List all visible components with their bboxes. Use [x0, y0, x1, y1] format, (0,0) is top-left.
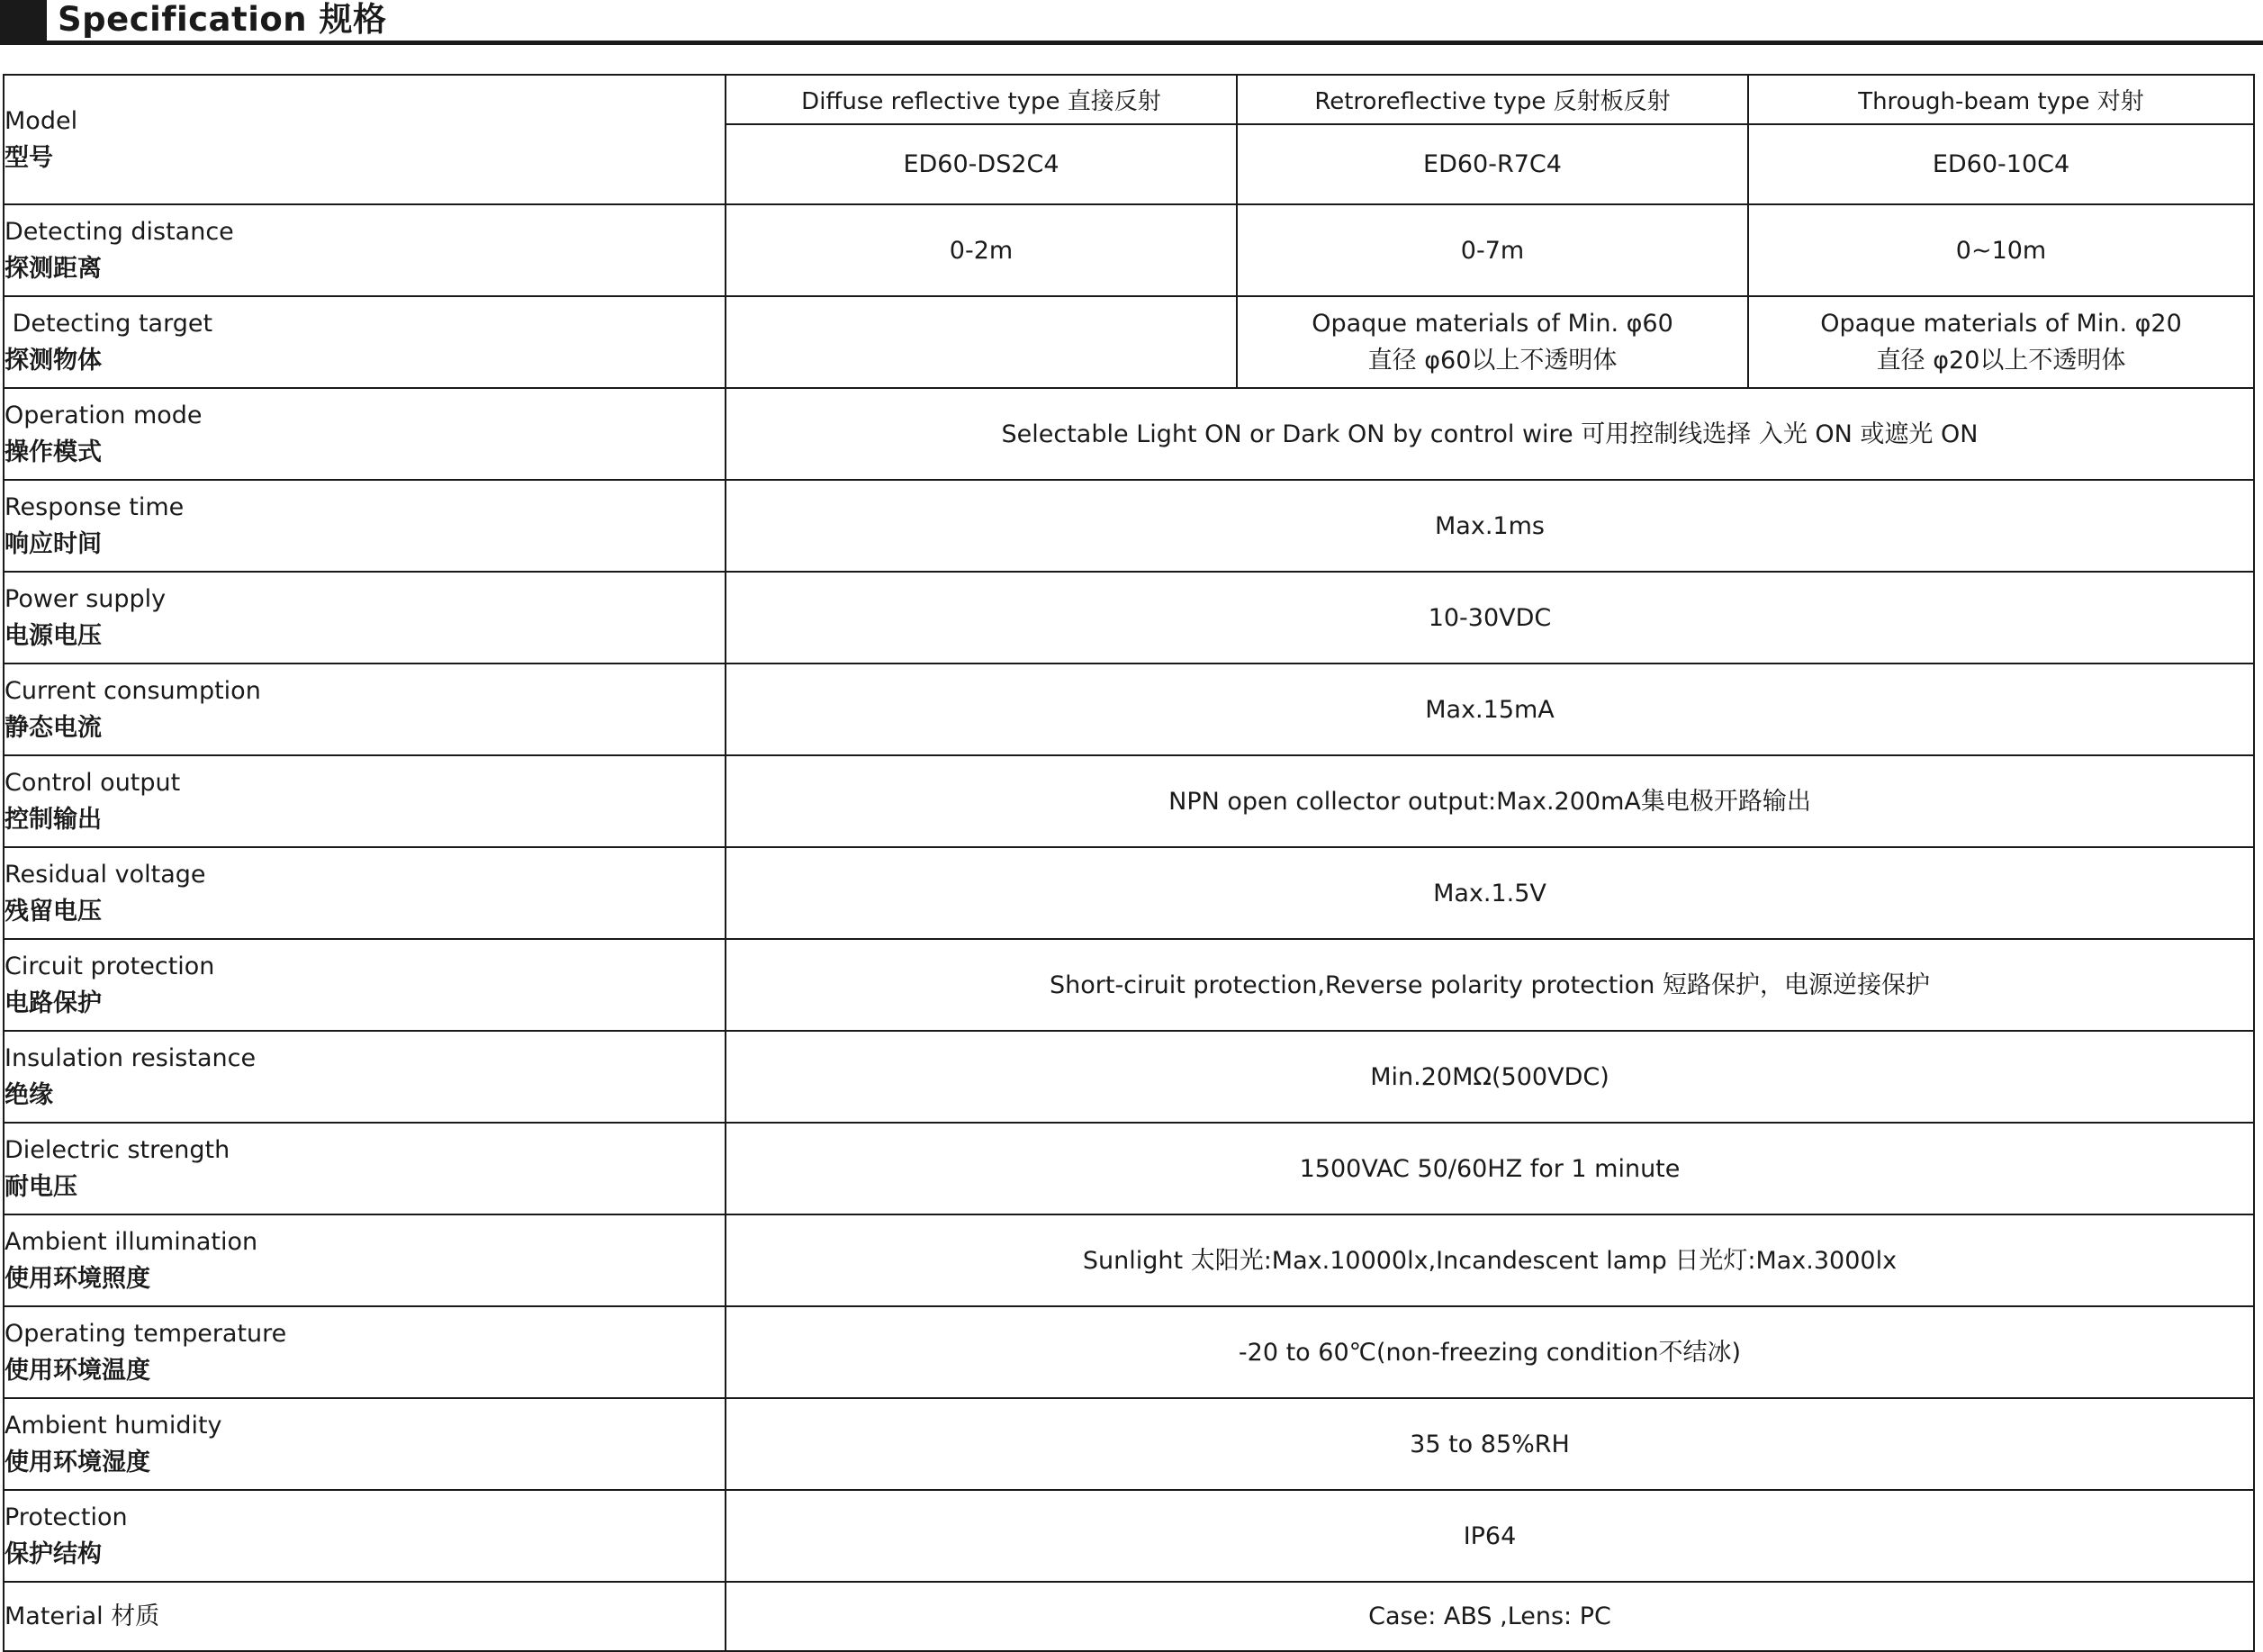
- cell-line: 直径 φ20以上不透明体: [1876, 347, 2126, 375]
- table-cell: -20 to 60℃(non-freezing condition不结冰): [726, 1306, 2254, 1398]
- section-header: [0, 0, 2263, 45]
- column-header-through-beam: Through-beam type 对射: [1748, 75, 2254, 124]
- row-label: [4, 1306, 726, 1398]
- table-row: [4, 755, 2254, 847]
- row-label-en: Response time: [5, 493, 185, 521]
- page-title: Specification 规格: [58, 0, 387, 39]
- row-label-zh: 绝缘: [5, 1081, 53, 1109]
- table-cell: [1237, 296, 1748, 388]
- row-label-zh: 探测物体: [5, 347, 102, 375]
- row-label-zh: 保护结构: [5, 1540, 102, 1568]
- specification-table: [3, 74, 2255, 1652]
- row-label-en: Power supply: [5, 585, 167, 613]
- table-row: [4, 480, 2254, 572]
- table-row: [4, 1490, 2254, 1582]
- table-cell: Short-ciruit protection,Reverse polarity protection 短路保护，电源逆接保护: [726, 939, 2254, 1031]
- row-label-model: [4, 75, 726, 204]
- table-row: [4, 572, 2254, 664]
- row-label: [4, 1490, 726, 1582]
- table-cell: IP64: [726, 1490, 2254, 1582]
- row-label-zh: 响应时间: [5, 530, 102, 558]
- table-cell: Max.15mA: [726, 664, 2254, 755]
- table-cell: NPN open collector output:Max.200mA集电极开路输出: [726, 755, 2254, 847]
- row-label: [4, 1582, 726, 1651]
- table-row: [4, 1031, 2254, 1123]
- table-row: [4, 1398, 2254, 1490]
- row-label-en: Operation mode: [5, 402, 203, 429]
- row-label-en: Insulation resistance: [5, 1044, 257, 1072]
- row-label-en: Dielectric strength: [5, 1136, 230, 1164]
- model-number-retroreflective: ED60-R7C4: [1237, 124, 1748, 204]
- table-cell: Case: ABS ,Lens: PC: [726, 1582, 2254, 1651]
- row-label-en: Current consumption: [5, 677, 261, 705]
- table-cell: [1748, 296, 2254, 388]
- cell-line: Opaque materials of Min. φ20: [1820, 310, 2182, 338]
- model-number-diffuse: ED60-DS2C4: [726, 124, 1237, 204]
- model-number-through-beam: ED60-10C4: [1748, 124, 2254, 204]
- row-label-en: Residual voltage: [5, 861, 206, 889]
- row-label-zh: 使用环境温度: [5, 1357, 150, 1385]
- row-label-zh: 使用环境湿度: [5, 1449, 150, 1476]
- table-cell: Min.20MΩ(500VDC): [726, 1031, 2254, 1123]
- table-row: [4, 296, 2254, 388]
- row-label: [4, 296, 726, 388]
- row-label: [4, 388, 726, 480]
- table-row: [4, 1306, 2254, 1398]
- row-label-zh: 使用环境照度: [5, 1265, 150, 1293]
- row-label-zh: 静态电流: [5, 714, 102, 742]
- column-header-retroreflective: Retroreflective type 反射板反射: [1237, 75, 1748, 124]
- row-label-zh: 电源电压: [5, 622, 102, 650]
- row-label-en: Protection: [5, 1503, 128, 1531]
- row-label: [4, 755, 726, 847]
- row-label-en: Model: [5, 107, 78, 135]
- row-label-en: Ambient illumination: [5, 1228, 258, 1256]
- table-cell: 10-30VDC: [726, 572, 2254, 664]
- table-row: [4, 847, 2254, 939]
- table-cell: 0-2m: [726, 204, 1237, 296]
- row-label-zh: 型号: [5, 144, 53, 172]
- row-label-zh: 操作模式: [5, 438, 102, 466]
- table-cell: Max.1ms: [726, 480, 2254, 572]
- row-label-zh: 耐电压: [5, 1173, 77, 1201]
- table-row: [4, 1582, 2254, 1651]
- row-label: [4, 1398, 726, 1490]
- table-row: [4, 664, 2254, 755]
- table-cell: Sunlight 太阳光:Max.10000lx,Incandescent lamp 日光灯:Max.3000lx: [726, 1214, 2254, 1306]
- table-row: [4, 204, 2254, 296]
- column-header-diffuse: Diffuse reflective type 直接反射: [726, 75, 1237, 124]
- row-label: [4, 847, 726, 939]
- row-label-en: Detecting target: [5, 310, 213, 338]
- row-label: [4, 480, 726, 572]
- table-row: [4, 939, 2254, 1031]
- table-row: [4, 1214, 2254, 1306]
- row-label-en: Control output: [5, 769, 181, 797]
- row-label-zh: 电路保护: [5, 989, 102, 1017]
- header-rule: [0, 41, 2263, 45]
- row-label-en: Detecting distance: [5, 218, 234, 246]
- row-label-zh: 控制输出: [5, 806, 102, 834]
- table-row: [4, 388, 2254, 480]
- cell-line: 直径 φ60以上不透明体: [1367, 347, 1618, 375]
- row-label-en: Ambient humidity: [5, 1412, 222, 1440]
- table-cell: 0-7m: [1237, 204, 1748, 296]
- row-label: [4, 664, 726, 755]
- row-label-en: Operating temperature: [5, 1320, 287, 1348]
- row-label: [4, 1214, 726, 1306]
- row-label-en: Circuit protection: [5, 952, 215, 980]
- cell-line: Opaque materials of Min. φ60: [1312, 310, 1673, 338]
- row-label: [4, 572, 726, 664]
- row-label: [4, 939, 726, 1031]
- header-marker-block: [0, 0, 47, 43]
- row-label-en: Material 材质: [5, 1602, 160, 1630]
- row-label: [4, 204, 726, 296]
- row-label: [4, 1123, 726, 1214]
- table-row: [4, 1123, 2254, 1214]
- row-label-zh: 探测距离: [5, 255, 102, 283]
- table-cell: 35 to 85%RH: [726, 1398, 2254, 1490]
- table-row: [4, 75, 2254, 124]
- table-cell: Selectable Light ON or Dark ON by control wire 可用控制线选择 入光 ON 或遮光 ON: [726, 388, 2254, 480]
- table-cell: 1500VAC 50/60HZ for 1 minute: [726, 1123, 2254, 1214]
- row-label: [4, 1031, 726, 1123]
- table-cell: 0~10m: [1748, 204, 2254, 296]
- table-cell: [726, 296, 1237, 388]
- table-cell: Max.1.5V: [726, 847, 2254, 939]
- row-label-zh: 残留电压: [5, 898, 102, 925]
